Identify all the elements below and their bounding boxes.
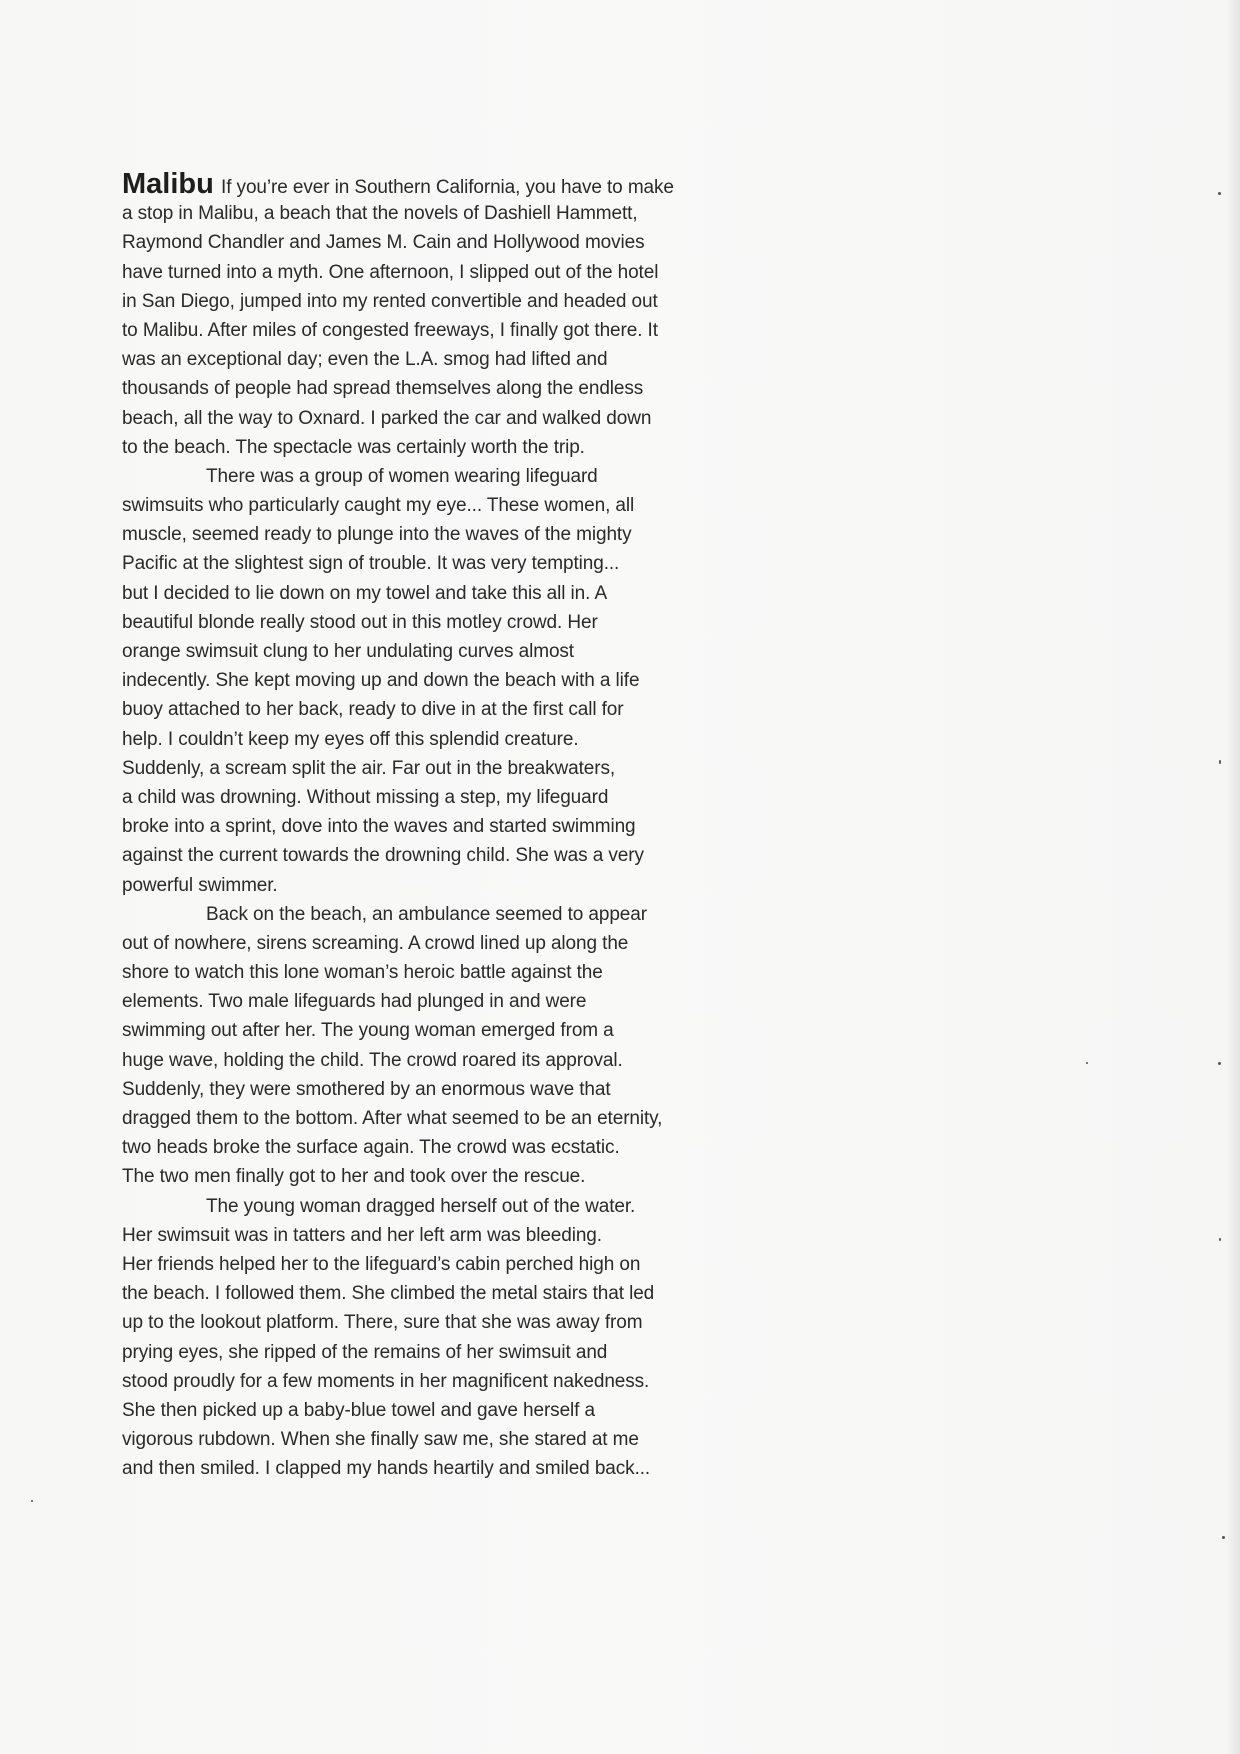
article-heading: Malibu: [122, 168, 214, 200]
text-line: The young woman dragged herself out of the water.: [206, 1195, 636, 1217]
text-line: indecently. She kept moving up and down the beach with a life: [122, 670, 640, 692]
text-line: the beach. I followed them. She climbed the metal stairs that led: [122, 1283, 655, 1305]
text-line: thousands of people had spread themselves along the endless: [122, 378, 644, 400]
text-line: muscle, seemed ready to plunge into the waves of the mighty: [122, 524, 632, 546]
text-line: Raymond Chandler and James M. Cain and Hollywood movies: [122, 232, 645, 254]
text-line: beach, all the way to Oxnard. I parked the car and walked down: [122, 407, 652, 429]
text-line: Pacific at the slightest sign of trouble. It was very tempting...: [122, 553, 620, 575]
text-line: against the current towards the drowning child. She was a very: [122, 845, 644, 867]
text-line: beautiful blonde really stood out in this motley crowd. Her: [122, 611, 598, 633]
text-line: Suddenly, a scream split the air. Far out in the breakwaters,: [122, 757, 616, 779]
text-line: and then smiled. I clapped my hands heartily and smiled back...: [122, 1458, 651, 1480]
text-line: She then picked up a baby-blue towel and gave herself a: [122, 1399, 595, 1421]
text-line: There was a group of women wearing lifeguard: [206, 465, 598, 487]
scan-speck: [1222, 1536, 1225, 1539]
text-line: up to the lookout platform. There, sure that she was away from: [122, 1312, 643, 1334]
text-line: in San Diego, jumped into my rented convertible and headed out: [122, 290, 658, 312]
first-line: [122, 170, 762, 199]
text-line: was an exceptional day; even the L.A. smog had lifted and: [122, 349, 608, 371]
page-edge-shadow: [1226, 0, 1240, 1754]
text-line: Back on the beach, an ambulance seemed to appear: [206, 903, 647, 925]
text-line: have turned into a myth. One afternoon, I slipped out of the hotel: [122, 261, 659, 283]
scan-speck: [31, 1500, 33, 1502]
text-line: prying eyes, she ripped of the remains of her swimsuit and: [122, 1341, 608, 1363]
text-line: broke into a sprint, dove into the waves and started swimming: [122, 816, 636, 838]
text-line: shore to watch this lone woman’s heroic battle against the: [122, 962, 603, 984]
text-line: Her friends helped her to the lifeguard’s cabin perched high on: [122, 1253, 641, 1275]
text-line: a child was drowning. Without missing a step, my lifeguard: [122, 786, 609, 808]
text-line: swimming out after her. The young woman emerged from a: [122, 1020, 614, 1042]
text-line: to Malibu. After miles of congested freeways, I finally got there. It: [122, 319, 658, 341]
text-line: stood proudly for a few moments in her magnificent nakedness.: [122, 1370, 650, 1392]
scan-speck: [1086, 1062, 1088, 1064]
text-line: The two men finally got to her and took over the rescue.: [122, 1166, 586, 1188]
scan-speck: [1219, 760, 1221, 764]
text-line: buoy attached to her back, ready to dive in at the first call for: [122, 699, 624, 721]
text-line: huge wave, holding the child. The crowd roared its approval.: [122, 1049, 623, 1071]
text-line: Suddenly, they were smothered by an enormous wave that: [122, 1078, 611, 1100]
article-body: [122, 170, 762, 1483]
text-line: powerful swimmer.: [122, 874, 278, 896]
text-line: vigorous rubdown. When she finally saw me, she stared at me: [122, 1429, 639, 1451]
scan-speck: [1219, 1238, 1221, 1241]
text-line: orange swimsuit clung to her undulating curves almost: [122, 641, 574, 662]
text-line: but I decided to lie down on my towel and take this all in. A: [122, 582, 608, 604]
first-line-text: If you’re ever in Southern California, you have to make: [215, 177, 674, 198]
text-line: swimsuits who particularly caught my eye... These women, all: [122, 495, 635, 517]
text-line: dragged them to the bottom. After what seemed to be an eternity,: [122, 1108, 663, 1129]
scan-speck: [1218, 192, 1221, 195]
scan-speck: [1218, 1062, 1221, 1065]
text-line: two heads broke the surface again. The crowd was ecstatic.: [122, 1137, 620, 1159]
text-line: elements. Two male lifeguards had plunged in and were: [122, 991, 587, 1013]
text-line: a stop in Malibu, a beach that the novels of Dashiell Hammett,: [122, 203, 638, 225]
text-line: to the beach. The spectacle was certainly worth the trip.: [122, 436, 585, 458]
text-line: help. I couldn’t keep my eyes off this splendid creature.: [122, 728, 579, 750]
text-line: out of nowhere, sirens screaming. A crowd lined up along the: [122, 932, 629, 954]
text-line: Her swimsuit was in tatters and her left arm was bleeding.: [122, 1224, 602, 1246]
